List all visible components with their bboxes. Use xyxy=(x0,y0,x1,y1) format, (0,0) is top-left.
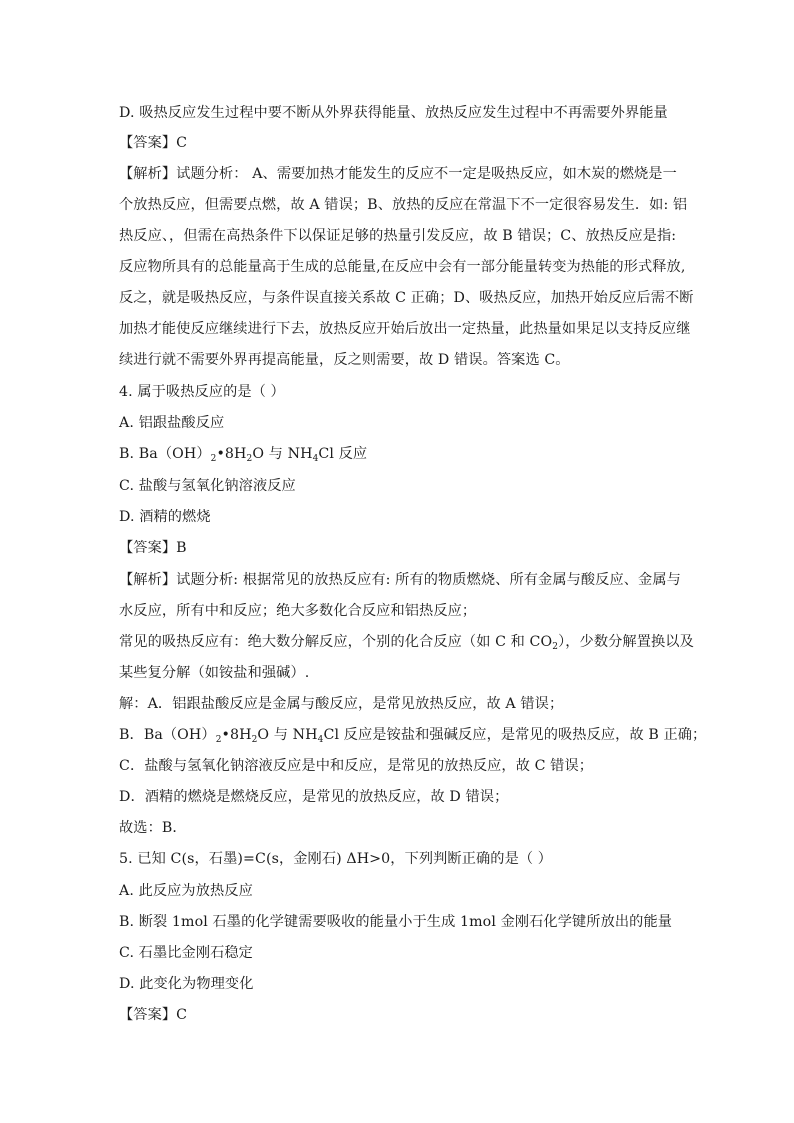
q5-option-b: B. 断裂 1mol 石墨的化学键需要吸收的能量小于生成 1mol 金刚石化学键所放出的能量 xyxy=(119,914,673,930)
q4-solution-c: C．盐酸与氢氧化钠溶液反应是中和反应，是常见的放热反应，故 C 错误； xyxy=(119,758,594,774)
q3-analysis-line: 反之，就是吸热反应，与条件误直接关系故 C 正确；D、吸热反应，加热开始反应后需不断 xyxy=(119,290,694,306)
q4-solution-a: 解：A．铝跟盐酸反应是金属与酸反应，是常见放热反应，故 A 错误； xyxy=(119,696,564,712)
q3-answer: 【答案】C xyxy=(119,135,188,151)
q4-option-d: D. 酒精的燃烧 xyxy=(119,509,211,525)
q3-analysis-line: 热反应、，但需在高热条件下以保证足够的热量引发反应，故 B 错误；C、放热反应是指: xyxy=(119,228,677,244)
q3-analysis-line: 续进行就不需要外界再提高能量，反之则需要，故 D 错误。答案选 C。 xyxy=(119,352,570,368)
q5-option-a: A. 此反应为放热反应 xyxy=(119,883,253,899)
q3-analysis-line: 加热才能使反应继续进行下去，放热反应开始后放出一定热量，此热量如果足以支持反应继 xyxy=(119,321,691,337)
q4-solution-d: D．酒精的燃烧是燃烧反应，是常见的放热反应，故 D 错误； xyxy=(119,789,509,805)
q3-option-d: D. 吸热反应发生过程中要不断从外界获得能量、放热反应发生过程中不再需要外界能量 xyxy=(119,105,668,121)
q4-answer: 【答案】B xyxy=(119,540,187,556)
q4-option-a: A. 铝跟盐酸反应 xyxy=(119,415,225,431)
q4-option-b: B. $Ba(OH)_2•8H_2O$ 与 $NH_4Cl$ 反应 xyxy=(119,446,368,464)
q4-analysis-line: 【解析】试题分析: 根据常见的放热反应有: 所有的物质燃烧、所有金属与酸反应、金属与 xyxy=(119,572,681,588)
q3-analysis-line: 【解析】试题分析： A、需要加热才能发生的反应不一定是吸热反应，如木炭的燃烧是一 xyxy=(119,166,677,182)
q4-stem: 4. 属于吸热反应的是（ ） xyxy=(119,384,285,400)
q4-analysis-line: 常见的吸热反应有：绝大数分解反应，个别的化合反应（如 C 和 $CO_2$），少数分解置换以及 xyxy=(119,634,694,652)
q5-answer: 【答案】C xyxy=(119,1007,188,1023)
q5-stem: 5. 已知 C(s，石墨)=C(s，金刚石) ΔH>0，下列判断正确的是（ ） xyxy=(119,851,553,867)
q3-analysis-line: 反应物所具有的总能量高于生成的总能量,在反应中会有一部分能量转变为热能的形式释放, xyxy=(119,259,686,275)
q4-option-c: C. 盐酸与氢氧化钠溶液反应 xyxy=(119,478,296,494)
q4-conclusion: 故选：B． xyxy=(119,820,187,836)
q4-analysis-line: 水反应，所有中和反应；绝大多数化合反应和铝热反应； xyxy=(119,603,477,619)
q4-solution-b: B．$Ba(OH)_2•8H_2O$ 与 $NH_4Cl$ 反应是铵盐和强碱反应，是常见的吸热反应，故 B 正确； xyxy=(119,727,707,745)
q5-option-d: D. 此变化为物理变化 xyxy=(119,976,254,992)
q5-option-c: C. 石墨比金刚石稳定 xyxy=(119,945,253,961)
q3-analysis-line: 个放热反应，但需要点燃，故 A 错误；B、放热的反应在常温下不一定很容易发生．如: 铝 xyxy=(119,197,688,213)
q4-analysis-line: 某些复分解（如铵盐和强碱）. xyxy=(119,665,310,681)
